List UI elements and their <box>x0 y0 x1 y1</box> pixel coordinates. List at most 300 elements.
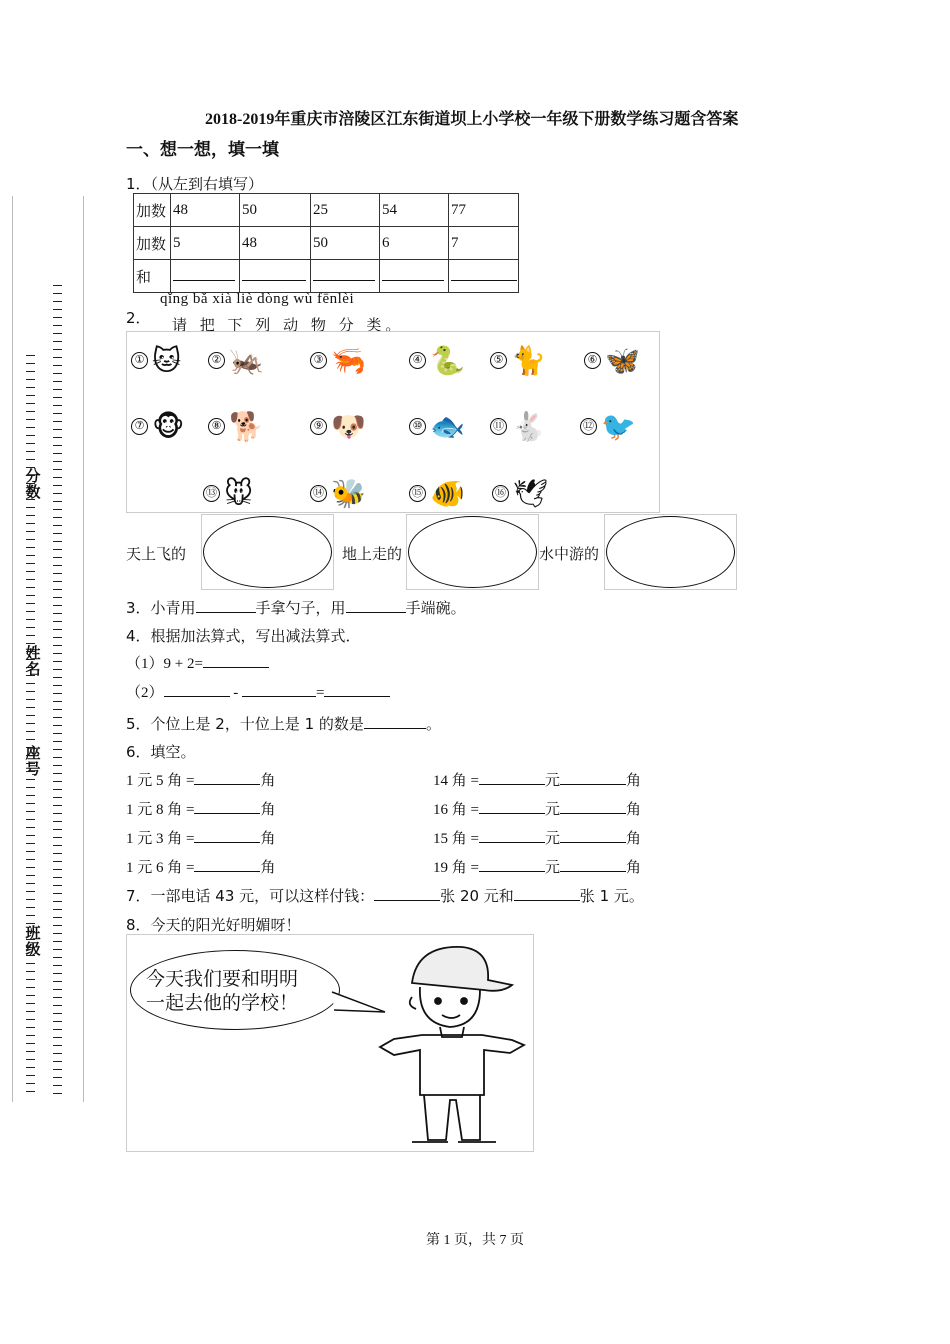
q7-text-b: 张 20 元和 <box>440 887 514 905</box>
row-head: 和 <box>134 260 171 293</box>
dragonfly-icon: 🦗 <box>229 344 264 377</box>
page-footer: 第 1 页，共 7 页 <box>426 1233 524 1248</box>
dash <box>26 371 35 372</box>
q4-p1-text: （1）9 + 2= <box>126 656 203 672</box>
q3-text-a: 3．小青用 <box>126 599 196 617</box>
dash <box>53 381 62 382</box>
dash <box>53 405 62 406</box>
dash <box>53 1053 62 1054</box>
answer-blank[interactable] <box>374 887 440 901</box>
dash <box>53 373 62 374</box>
bee-icon: 🐝 <box>331 477 366 510</box>
dash <box>53 1085 62 1086</box>
dash <box>53 685 62 686</box>
animal-item <box>310 410 366 443</box>
table-cell: 50 <box>311 227 380 260</box>
q7-text-c: 张 1 元。 <box>579 887 644 905</box>
dash <box>53 1005 62 1006</box>
water-answer-oval[interactable] <box>606 516 735 588</box>
minus-sign: - <box>229 685 243 701</box>
dash <box>53 1021 62 1022</box>
dash <box>26 995 35 996</box>
dash <box>26 835 35 836</box>
dash <box>26 555 35 556</box>
q3-text-c: 手端碗。 <box>405 599 466 617</box>
dash <box>26 859 35 860</box>
monkey-icon: 🐵 <box>152 410 185 443</box>
seat-label: 座号 <box>25 744 41 778</box>
dash <box>53 461 62 462</box>
dash <box>26 571 35 572</box>
dash <box>26 1091 35 1092</box>
puppy-icon: 🐶 <box>331 410 366 443</box>
conversion-text: 14 角 = <box>433 773 479 789</box>
animal-item <box>409 344 465 377</box>
animal-number: ⑤ <box>490 352 507 369</box>
unit-label: 角 <box>625 773 641 789</box>
answer-blank[interactable] <box>560 858 626 872</box>
dash <box>53 869 62 870</box>
pinyin-line: qǐng bǎ xià liè dòng wù fēnlèi <box>160 291 355 307</box>
dash <box>26 1051 35 1052</box>
answer-blank[interactable] <box>311 260 380 293</box>
dash <box>26 811 35 812</box>
question-7 <box>126 885 644 906</box>
row-head: 加数 <box>134 194 171 227</box>
dash <box>53 485 62 486</box>
question-2-number: 2． <box>126 309 151 327</box>
unit-label: 元 <box>544 831 560 847</box>
dash <box>53 661 62 662</box>
dash <box>53 533 62 534</box>
swallow-icon: 🐦 <box>601 410 636 443</box>
animal-item <box>580 410 636 443</box>
dash <box>26 603 35 604</box>
dash <box>26 1027 35 1028</box>
dash <box>26 355 35 356</box>
bubble-line-2: 一起去他的学校！ <box>146 992 299 1014</box>
dash <box>53 357 62 358</box>
dash <box>26 739 35 740</box>
dash <box>53 437 62 438</box>
answer-blank[interactable] <box>364 715 426 729</box>
answer-blank[interactable] <box>194 829 260 843</box>
conversion-text: 1 元 3 角 = <box>126 831 195 847</box>
dash <box>26 787 35 788</box>
dash <box>26 579 35 580</box>
dash <box>53 493 62 494</box>
dash <box>53 829 62 830</box>
dash <box>53 997 62 998</box>
dash <box>26 907 35 908</box>
table-row <box>134 194 519 227</box>
dash <box>53 469 62 470</box>
dash <box>53 645 62 646</box>
table-cell: 50 <box>240 194 311 227</box>
dash <box>53 733 62 734</box>
bird-icon: 🕊 <box>513 477 549 510</box>
animal-item <box>490 344 546 377</box>
dash <box>53 813 62 814</box>
dash <box>26 683 35 684</box>
animal-item <box>492 477 549 510</box>
dash <box>26 627 35 628</box>
unit-label: 元 <box>544 802 560 818</box>
answer-blank[interactable] <box>514 887 580 901</box>
table-cell: 5 <box>171 227 240 260</box>
dash <box>53 309 62 310</box>
dash <box>53 1077 62 1078</box>
dash <box>26 883 35 884</box>
dash <box>53 933 62 934</box>
animal-number: ③ <box>310 352 327 369</box>
dash <box>26 619 35 620</box>
dash <box>26 459 35 460</box>
unit-label: 元 <box>544 773 560 789</box>
answer-blank[interactable] <box>242 683 316 697</box>
dash <box>53 509 62 510</box>
fish-icon: 🐟 <box>430 410 465 443</box>
animal-number: ① <box>131 352 148 369</box>
unit-label: 角 <box>260 773 276 789</box>
dash <box>53 853 62 854</box>
bubble-text <box>146 967 298 1015</box>
unit-label: 角 <box>260 831 276 847</box>
table-cell: 25 <box>311 194 380 227</box>
dash <box>53 901 62 902</box>
name-label: 姓名 <box>25 644 41 678</box>
dash <box>53 605 62 606</box>
dash <box>53 453 62 454</box>
dash <box>26 867 35 868</box>
dash <box>53 701 62 702</box>
answer-blank[interactable] <box>164 683 230 697</box>
question-4-label: 4．根据加法算式，写出减法算式． <box>126 627 361 645</box>
dash <box>53 501 62 502</box>
dash <box>26 963 35 964</box>
dash <box>53 293 62 294</box>
dash <box>53 917 62 918</box>
shrimp-icon: 🦐 <box>331 344 366 377</box>
sky-label: 天上飞的 <box>126 545 187 563</box>
dash <box>53 1029 62 1030</box>
animal-item <box>131 410 184 443</box>
answer-blank[interactable] <box>479 771 545 785</box>
dash <box>53 877 62 878</box>
conversion-text: 16 角 = <box>433 802 479 818</box>
snake-icon: 🐍 <box>430 344 465 377</box>
dash <box>53 325 62 326</box>
dash <box>26 1011 35 1012</box>
dash <box>26 971 35 972</box>
dash <box>53 445 62 446</box>
answer-blank[interactable] <box>560 800 626 814</box>
dash <box>26 803 35 804</box>
dash <box>26 587 35 588</box>
conversion-text: 1 元 5 角 = <box>126 773 195 789</box>
answer-blank[interactable] <box>479 829 545 843</box>
q5-text-b: 。 <box>425 715 441 733</box>
dash <box>53 725 62 726</box>
dash <box>53 949 62 950</box>
q7-text-a: 7．一部电话 43 元，可以这样付钱： <box>126 887 375 905</box>
dash <box>26 507 35 508</box>
unit-label: 元 <box>544 860 560 876</box>
rabbit-icon: 🐇 <box>511 410 546 443</box>
dash <box>26 547 35 548</box>
money-row-right <box>433 798 641 819</box>
dash <box>53 669 62 670</box>
dash <box>26 843 35 844</box>
animal-number: ⑬ <box>203 485 220 502</box>
answer-blank[interactable] <box>171 260 240 293</box>
dash <box>26 875 35 876</box>
binding-margin <box>12 196 84 1102</box>
dash <box>26 915 35 916</box>
table-cell: 6 <box>380 227 449 260</box>
answer-blank[interactable] <box>203 654 269 668</box>
answer-blank[interactable] <box>194 800 260 814</box>
answer-blank[interactable] <box>240 260 311 293</box>
dash <box>26 515 35 516</box>
dash <box>53 941 62 942</box>
dash <box>26 419 35 420</box>
dash <box>53 893 62 894</box>
dash <box>53 861 62 862</box>
question-1-label: 1．（从左到右填写） <box>126 175 264 193</box>
dash <box>26 403 35 404</box>
unit-label: 角 <box>625 860 641 876</box>
answer-blank[interactable] <box>380 260 449 293</box>
table-cell: 77 <box>449 194 519 227</box>
animal-number: ⑩ <box>409 418 426 435</box>
dash <box>53 1045 62 1046</box>
dash <box>26 1083 35 1084</box>
water-label: 水中游的 <box>539 545 600 563</box>
dash <box>53 773 62 774</box>
dash <box>53 981 62 982</box>
answer-blank[interactable] <box>194 858 260 872</box>
dash <box>53 693 62 694</box>
animal-number: ⑫ <box>580 418 597 435</box>
sky-answer-oval[interactable] <box>203 516 332 588</box>
dash <box>53 1013 62 1014</box>
question-8-label: 8．今天的阳光好明媚呀！ <box>126 916 301 934</box>
dash <box>26 595 35 596</box>
question-5 <box>126 713 441 734</box>
animal-number: ⑧ <box>208 418 225 435</box>
unit-label: 角 <box>260 860 276 876</box>
q4-p2-text: （2） <box>126 685 164 701</box>
table-cell: 48 <box>240 227 311 260</box>
dash <box>26 987 35 988</box>
dash <box>26 723 35 724</box>
dash <box>53 317 62 318</box>
animal-number: ⑭ <box>310 485 327 502</box>
dash <box>53 421 62 422</box>
cat-face-icon: 🐱 <box>152 344 182 377</box>
conversion-text: 1 元 8 角 = <box>126 802 195 818</box>
question-3 <box>126 597 466 618</box>
dash <box>53 565 62 566</box>
answer-blank[interactable] <box>479 858 545 872</box>
answer-blank[interactable] <box>449 260 519 293</box>
dash <box>53 349 62 350</box>
dash <box>53 1093 62 1094</box>
dash <box>53 629 62 630</box>
dash <box>53 677 62 678</box>
animal-item <box>310 477 366 510</box>
animal-item <box>203 477 253 510</box>
money-row-right <box>433 827 641 848</box>
answer-blank[interactable] <box>196 599 256 613</box>
dash <box>53 557 62 558</box>
dash <box>53 573 62 574</box>
dash <box>53 477 62 478</box>
unit-label: 角 <box>625 802 641 818</box>
dash <box>53 845 62 846</box>
answer-blank[interactable] <box>479 800 545 814</box>
unit-label: 角 <box>260 802 276 818</box>
dash <box>26 387 35 388</box>
dash <box>53 837 62 838</box>
animal-item <box>490 410 546 443</box>
dash <box>53 757 62 758</box>
dash <box>26 563 35 564</box>
dash <box>26 1019 35 1020</box>
q3-text-b: 手拿勺子，用 <box>255 599 346 617</box>
dash <box>53 637 62 638</box>
question-4-part-1 <box>126 652 269 673</box>
conversion-text: 15 角 = <box>433 831 479 847</box>
table-cell: 48 <box>171 194 240 227</box>
page-title: 2018-2019年重庆市涪陵区江东街道坝上小学校一年级下册数学练习题含答案 <box>205 111 739 128</box>
tropical-fish-icon: 🐠 <box>430 477 465 510</box>
animal-number: ⑪ <box>490 418 507 435</box>
dash <box>26 779 35 780</box>
mouse-icon: 🐭 <box>224 477 254 510</box>
dash <box>26 411 35 412</box>
dash <box>26 523 35 524</box>
dash <box>26 899 35 900</box>
answer-blank[interactable] <box>560 829 626 843</box>
dash <box>53 741 62 742</box>
dash <box>26 1059 35 1060</box>
dash <box>26 715 35 716</box>
land-answer-oval[interactable] <box>408 516 537 588</box>
dash <box>53 789 62 790</box>
land-label: 地上走的 <box>342 545 403 563</box>
dash <box>53 341 62 342</box>
answer-blank[interactable] <box>560 771 626 785</box>
dash <box>53 1037 62 1038</box>
animal-number: ⑨ <box>310 418 327 435</box>
dash <box>53 973 62 974</box>
dash <box>53 1069 62 1070</box>
dash <box>53 717 62 718</box>
dash <box>53 301 62 302</box>
table-cell: 7 <box>449 227 519 260</box>
score-label: 分数 <box>25 467 41 501</box>
dash <box>26 707 35 708</box>
dash <box>26 395 35 396</box>
dash <box>53 541 62 542</box>
dash <box>53 765 62 766</box>
dash-line <box>53 285 63 1101</box>
animal-number: ⑦ <box>131 418 148 435</box>
dash <box>26 1043 35 1044</box>
butterfly-icon: 🦋 <box>605 344 640 377</box>
animal-number: ⑮ <box>409 485 426 502</box>
equals-sign: = <box>316 685 325 701</box>
unit-label: 角 <box>625 831 641 847</box>
dash <box>53 621 62 622</box>
dash <box>53 389 62 390</box>
q5-text-a: 5．个位上是 2，十位上是 1 的数是 <box>126 715 364 733</box>
dash <box>26 1075 35 1076</box>
dash <box>26 379 35 380</box>
dash <box>53 805 62 806</box>
dash <box>53 989 62 990</box>
animal-item <box>409 477 465 510</box>
dash <box>26 827 35 828</box>
dash <box>26 611 35 612</box>
question-4-part-2 <box>126 681 390 702</box>
class-label: 班级 <box>25 924 41 958</box>
dash <box>26 699 35 700</box>
dash <box>53 397 62 398</box>
question-2-text: 请 把 下 列 动 物 分 类。 <box>172 316 405 334</box>
animal-item <box>409 410 465 443</box>
dash <box>26 819 35 820</box>
dash <box>53 781 62 782</box>
dash <box>26 363 35 364</box>
animal-number: ⑯ <box>492 485 509 502</box>
dash <box>26 691 35 692</box>
dash <box>53 581 62 582</box>
dash <box>26 435 35 436</box>
addition-table <box>133 193 519 293</box>
dash <box>26 731 35 732</box>
dash <box>26 531 35 532</box>
answer-blank[interactable] <box>194 771 260 785</box>
dash <box>26 851 35 852</box>
answer-blank[interactable] <box>346 599 406 613</box>
dash <box>26 795 35 796</box>
dash <box>53 749 62 750</box>
answer-blank[interactable] <box>324 683 390 697</box>
dash <box>53 525 62 526</box>
table-row <box>134 260 519 293</box>
money-row-left <box>126 827 275 848</box>
conversion-text: 19 角 = <box>433 860 479 876</box>
dash <box>53 517 62 518</box>
dash <box>26 979 35 980</box>
dash <box>26 635 35 636</box>
dash <box>53 429 62 430</box>
animal-item <box>131 344 181 377</box>
row-head: 加数 <box>134 227 171 260</box>
dash <box>53 597 62 598</box>
dash <box>53 1061 62 1062</box>
dog-icon: 🐕 <box>229 410 264 443</box>
table-cell: 54 <box>380 194 449 227</box>
dash <box>26 443 35 444</box>
dash <box>53 613 62 614</box>
dash <box>53 653 62 654</box>
section-heading: 一、想一想，填一填 <box>126 140 279 160</box>
dash <box>53 589 62 590</box>
